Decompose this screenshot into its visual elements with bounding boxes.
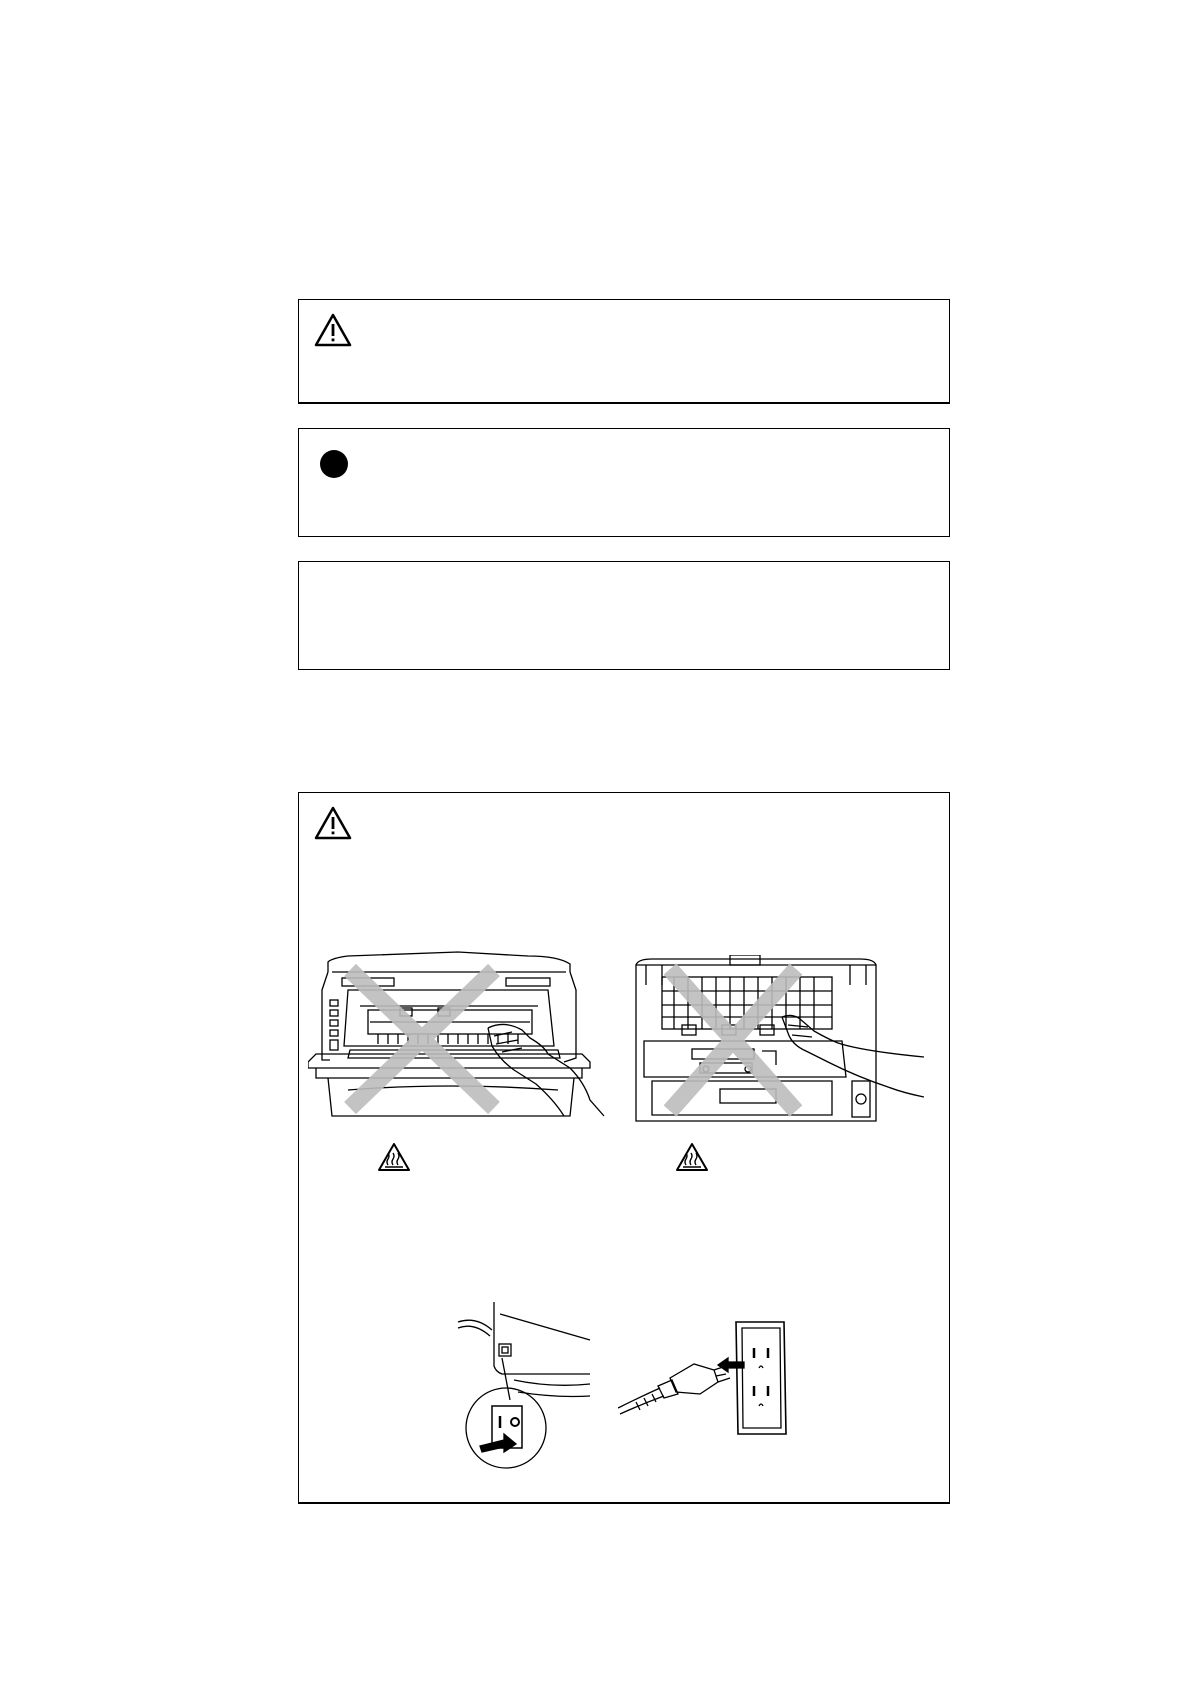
- caution-circle-icon: [319, 449, 349, 479]
- printer-rear-inside-illustration: [632, 955, 924, 1133]
- warning-triangle-icon: [313, 805, 353, 841]
- hot-surface-icon: [675, 1142, 709, 1172]
- warning-triangle-icon: [313, 312, 353, 348]
- caution-notice-box: [298, 428, 950, 537]
- printer-front-inside-illustration: [308, 950, 620, 1130]
- power-switch-off-illustration: [456, 1300, 596, 1470]
- note-notice-box: [298, 561, 950, 670]
- warning-notice-box: [298, 299, 950, 404]
- unplug-power-cord-illustration: [618, 1318, 792, 1438]
- hot-surface-icon: [377, 1142, 411, 1172]
